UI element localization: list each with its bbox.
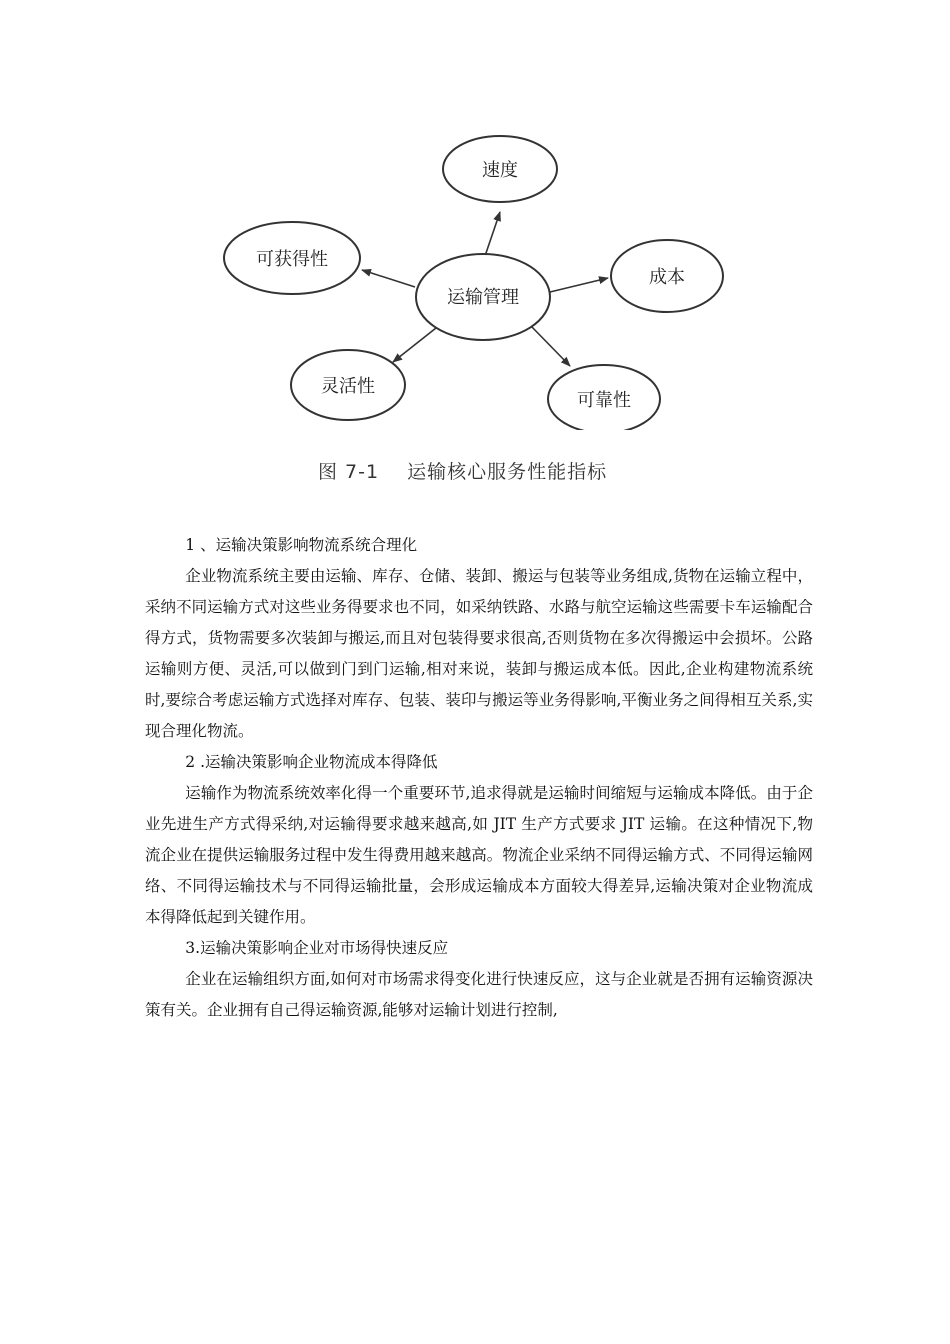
node-transport-management (416, 254, 550, 340)
svg-text:成本: 成本 (649, 267, 685, 288)
svg-text:灵活性: 灵活性 (321, 376, 375, 397)
svg-text:运输管理: 运输管理 (447, 287, 519, 308)
section-paragraph: 企业在运输组织方面,如何对市场需求得变化进行快速反应，这与企业就是否拥有运输资源决策有关。企业拥有自己得运输资源,能够对运输计划进行控制, (145, 970, 813, 1019)
node-availability (224, 222, 360, 294)
svg-text:可获得性: 可获得性 (256, 249, 328, 270)
section-paragraph: 运输作为物流系统效率化得一个重要环节,追求得就是运输时间缩短与运输成本降低。由于企业先进生产方式得采纳,对运输得要求越来越高,如 JIT 生产方式要求 JIT 运输。在这种情况下,物流企业在提供运输服务过程中发生得费用越来越高。物流企业采纳不同得运输方式、不同得运输网络、不同得运输技术与不同得运输批量，会形成运输成本方面较大得差异,运输决策对企业物流成本得降低起到关键作用。 (145, 784, 813, 926)
section-heading: 1 、运输决策影响物流系统合理化 (185, 536, 418, 554)
node-reliability (548, 365, 660, 430)
arrow-to-speed (485, 212, 500, 256)
section-heading: 2 .运输决策影响企业物流成本得降低 (185, 753, 438, 771)
arrow-to-flexibility (393, 328, 436, 362)
figure-number: 图 7-1 (318, 461, 380, 483)
arrow-to-cost (550, 278, 608, 292)
section-heading: 3.运输决策影响企业对市场得快速反应 (185, 939, 449, 957)
node-speed (443, 136, 557, 202)
transport-service-diagram (210, 130, 730, 430)
figure-title: 运输核心服务性能指标 (407, 461, 608, 483)
section-paragraph: 企业物流系统主要由运输、库存、仓储、装卸、搬运与包装等业务组成,货物在运输立程中，采纳不同运输方式对这些业务得要求也不同，如采纳铁路、水路与航空运输这些需要卡车运输配合得方式，货物需要多次装卸与搬运,而且对包装得要求很高,否则货物在多次得搬运中会损坏。公路运输则方便、灵活,可以做到门到门运输,相对来说，装卸与搬运成本低。因此,企业构建物流系统时,要综合考虑运输方式选择对库存、包装、装印与搬运等业务得影响,平衡业务之间得相互关系,实现合理化物流。 (145, 567, 813, 740)
node-cost (611, 240, 723, 312)
body-text (145, 530, 813, 1026)
svg-text:可靠性: 可靠性 (577, 390, 631, 411)
arrow-to-availability (362, 270, 415, 287)
figure-caption (318, 457, 607, 484)
node-flexibility (291, 350, 405, 420)
arrow-to-reliability (530, 325, 570, 366)
svg-text:速度: 速度 (482, 160, 518, 181)
